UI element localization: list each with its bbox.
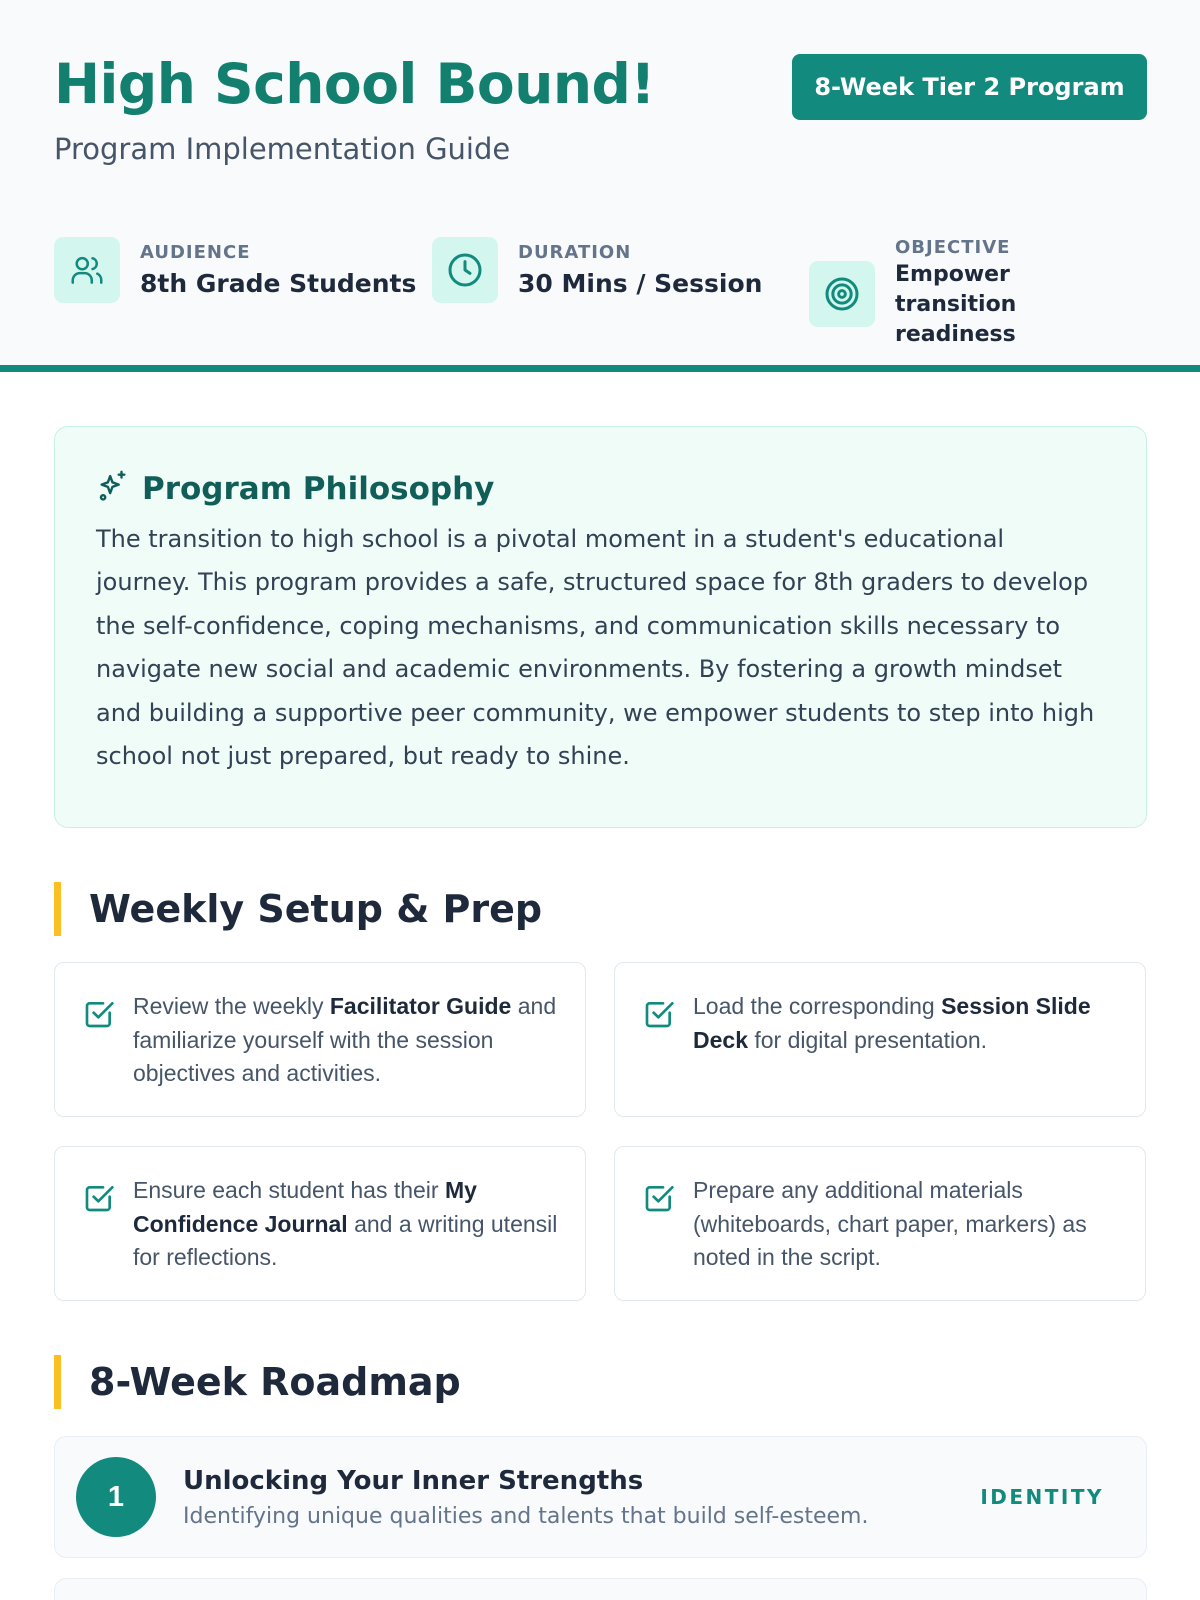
week-tag: IDENTITY: [980, 1485, 1104, 1509]
checkbox-checked-icon: [83, 998, 115, 1116]
setup-item-text: Ensure each student has their My Confidence Journal and a writing utensil for reflections.: [133, 1177, 558, 1270]
philosophy-title: Program Philosophy: [142, 470, 495, 507]
checkbox-checked-icon: [643, 998, 675, 1116]
meta-value: 30 Mins / Session: [518, 269, 763, 298]
week-title: Unlocking Your Inner Strengths: [183, 1465, 644, 1496]
setup-section-title: Weekly Setup & Prep: [54, 882, 542, 936]
meta-audience: [54, 237, 416, 303]
setup-item: [54, 962, 586, 1117]
meta-value: Empower transition readiness: [895, 262, 1017, 347]
setup-item-text: Load the corresponding Session Slide Deck for digital presentation.: [693, 993, 1091, 1053]
roadmap-week: [54, 1436, 1147, 1558]
setup-item: [614, 1146, 1146, 1301]
philosophy-body: The transition to high school is a pivotal moment in a student's educational journey. This program provides a safe, structured space for 8th graders to develop the self-confidence, coping mechanisms, and communication skills necessary to navigate new social and academic environments. By fostering a growth mindset and building a supportive peer community, we empower students to step into high school not just prepared, but ready to shine.: [96, 525, 1095, 771]
clock-icon: [432, 237, 498, 303]
checkbox-checked-icon: [643, 1182, 675, 1300]
week-description: Identifying unique qualities and talents that build self-esteem.: [183, 1503, 869, 1529]
setup-item: [614, 962, 1146, 1117]
week-number: 1: [76, 1457, 156, 1537]
roadmap-section-title: 8-Week Roadmap: [54, 1355, 461, 1409]
users-icon: [54, 237, 120, 303]
setup-item: [54, 1146, 586, 1301]
checkbox-checked-icon: [83, 1182, 115, 1300]
setup-item-text: Prepare any additional materials (whiteboards, chart paper, markers) as noted in the script.: [693, 1177, 1087, 1270]
page-subtitle: Program Implementation Guide: [54, 132, 511, 166]
meta-objective: [809, 237, 1125, 350]
target-icon: [809, 261, 875, 327]
sparkles-icon: [96, 469, 130, 508]
meta-label: OBJECTIVE: [895, 237, 1011, 258]
philosophy-panel: [54, 426, 1147, 828]
meta-value: 8th Grade Students: [140, 269, 417, 298]
setup-item-text: Review the weekly Facilitator Guide and familiarize yourself with the session objectives and activities.: [133, 993, 557, 1086]
meta-label: DURATION: [518, 242, 632, 263]
program-badge: 8-Week Tier 2 Program: [792, 54, 1147, 120]
meta-label: AUDIENCE: [140, 242, 251, 263]
page-title: High School Bound!: [54, 52, 655, 116]
meta-duration: [432, 237, 762, 303]
page-header: [0, 0, 1200, 372]
roadmap-week-next: [54, 1578, 1147, 1600]
